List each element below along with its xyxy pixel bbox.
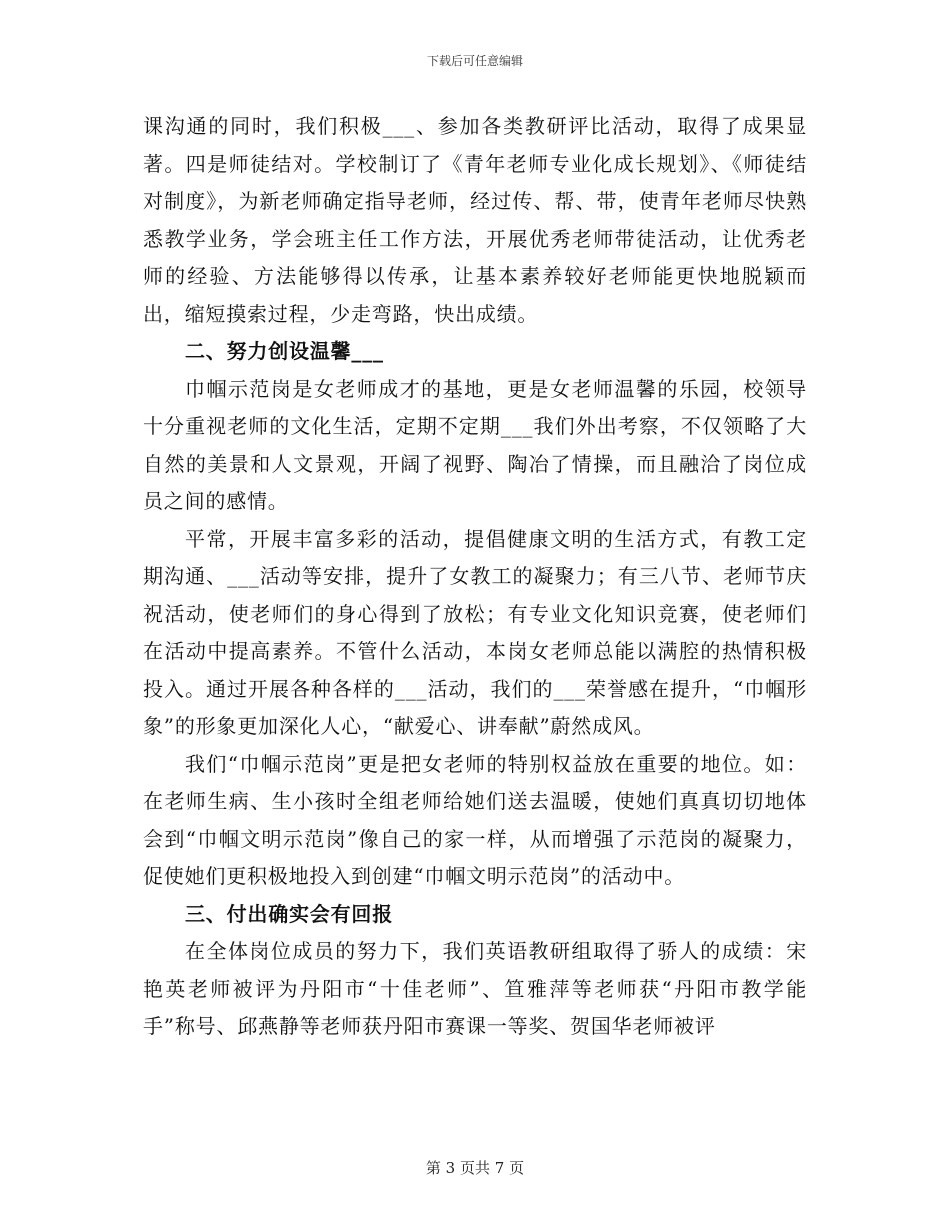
paragraph-3: 平常，开展丰富多彩的活动，提倡健康文明的生活方式，有教工定期沟通、___活动等安排，提升了女教工的凝聚力；有三八节、老师节庆祝活动，使老师们的身心得到了放松；有专业文化知识竞赛，使老师们在活动中提高素养。不管什么活动，本岗女老师总能以满腔的热情积极投入。通过开展各种各样的___活动，我们的___荣誉感在提升，“巾帼形象”的形象更加深化人心，“献爱心、讲奉献”蔚然成风。	[143, 526, 807, 738]
paragraph-5: 在全体岗位成员的努力下，我们英语教研组取得了骄人的成绩：宋艳英老师被评为丹阳市“十佳老师”、笪雅萍等老师获“丹阳市教学能手”称号、邱燕静等老师获丹阳市赛课一等奖、贺国华老师被评	[143, 939, 807, 1038]
document-body	[143, 108, 807, 1046]
paragraph-1: 课沟通的同时，我们积极___、参加各类教研评比活动，取得了成果显著。四是师徒结对。学校制订了《青年老师专业化成长规划》、《师徒结对制度》，为新老师确定指导老师，经过传、帮、带，使青年老师尽快熟悉教学业务，学会班主任工作方法，开展优秀老师带徒活动，让优秀老师的经验、方法能够得以传承，让基本素养较好老师能更快地脱颖而出，缩短摸索过程，少走弯路，快出成绩。	[143, 114, 807, 326]
page-number-footer: 第 3 页共 7 页	[425, 1159, 525, 1177]
section-heading-3: 三、付出确实会有回报	[185, 901, 393, 926]
paragraph-2: 巾帼示范岗是女老师成才的基地，更是女老师温馨的乐园，校领导十分重视老师的文化生活，定期不定期___我们外出考察，不仅领略了大自然的美景和人文景观，开阔了视野、陶冶了情操，而且融洽了岗位成员之间的感情。	[143, 376, 807, 513]
paragraph-4: 我们“巾帼示范岗”更是把女老师的特别权益放在重要的地位。如：在老师生病、生小孩时全组老师给她们送去温暖，使她们真真切切地体会到“巾帼文明示范岗”像自己的家一样，从而增强了示范岗的凝聚力，促使她们更积极地投入到创建“巾帼文明示范岗”的活动中。	[143, 751, 807, 888]
page-header-note: 下载后可任意编辑	[426, 54, 523, 68]
section-heading-2: 二、努力创设温馨___	[185, 339, 384, 363]
